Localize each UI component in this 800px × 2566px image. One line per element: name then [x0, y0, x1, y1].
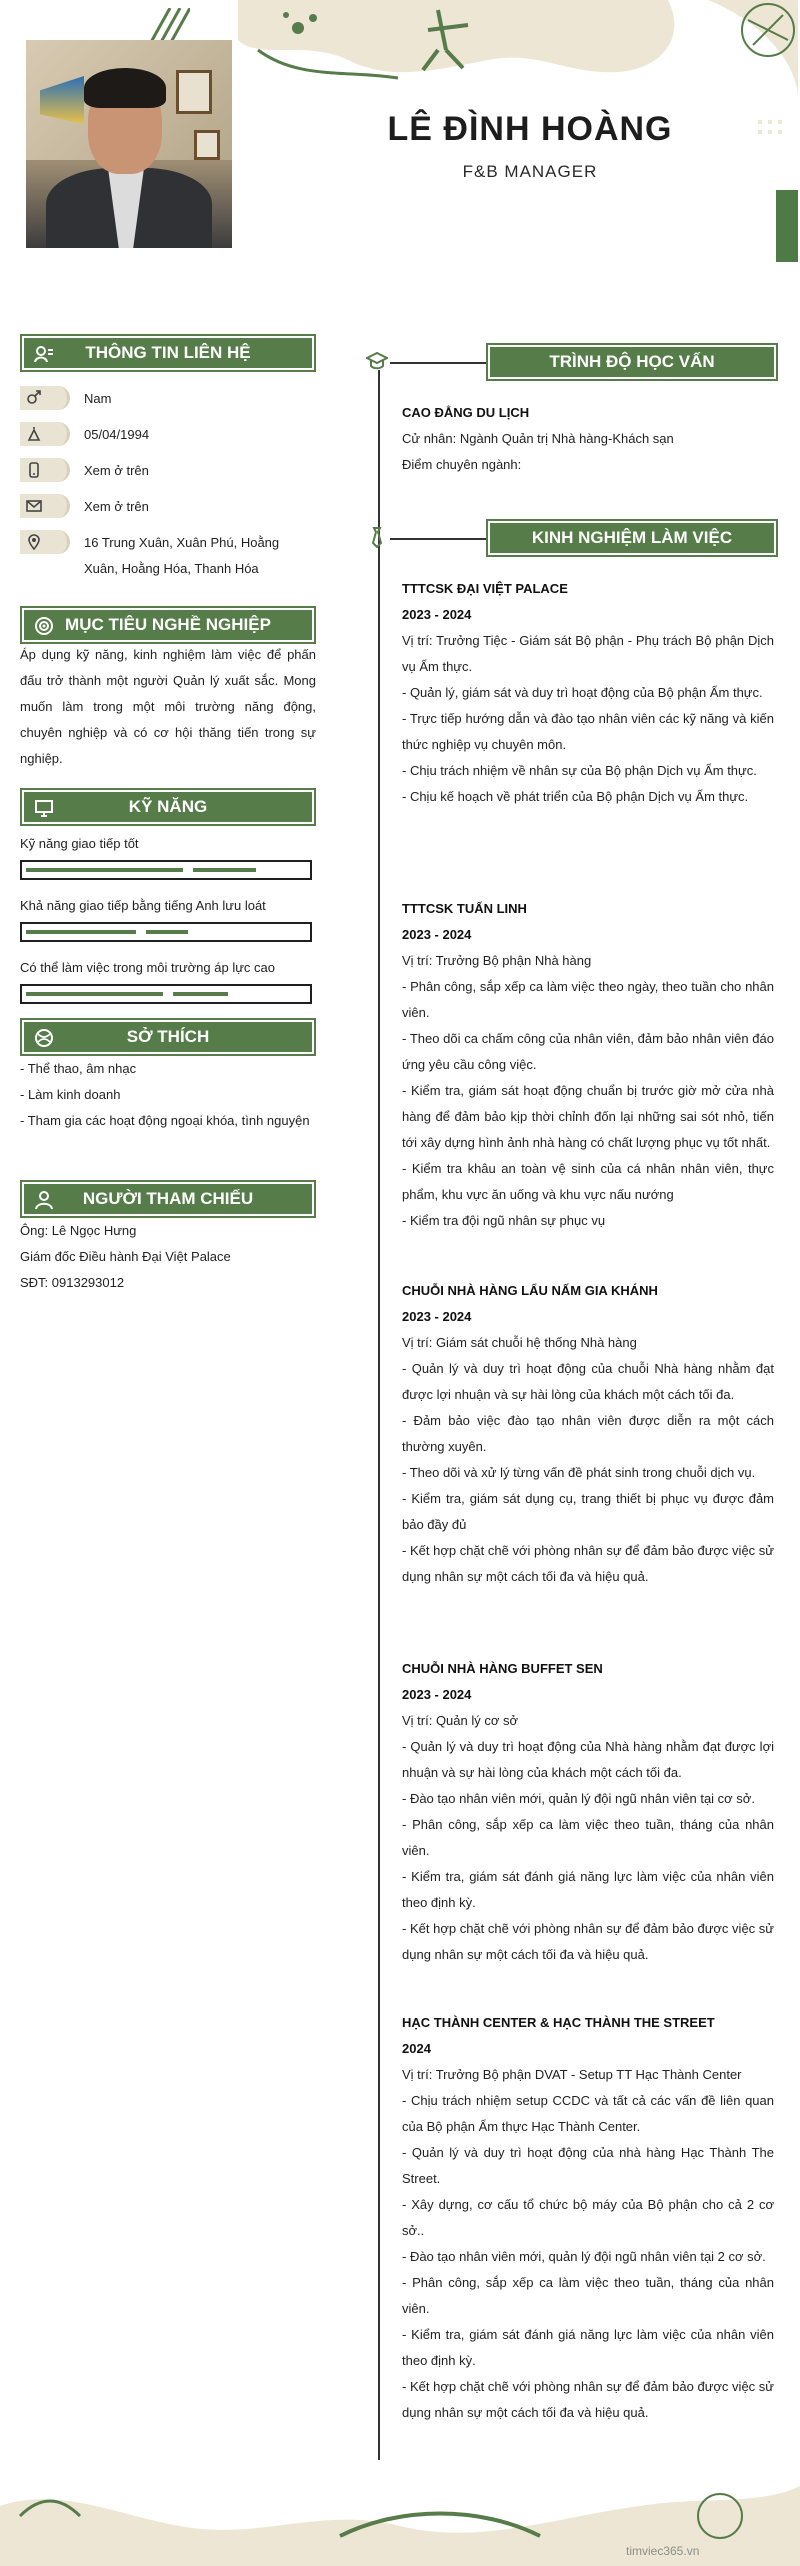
reference-phone: SĐT: 0913293012 [20, 1275, 125, 1290]
skill-label: Khả năng giao tiếp bằng tiếng Anh lưu loát [20, 898, 266, 913]
work-period: 2024 [402, 2041, 431, 2056]
timeline-connector [390, 362, 486, 364]
reference-info [20, 1218, 316, 1296]
skill-bar [20, 922, 312, 942]
work-period: 2023 - 2024 [402, 1687, 472, 1702]
graduation-cap-icon [366, 350, 388, 372]
duty-line: - Phân công, sắp xếp ca làm việc theo ngày, theo tuần cho nhân viên. [402, 979, 774, 1020]
experience-entry [402, 896, 774, 1234]
skill-bar-gap [163, 992, 173, 996]
duty-line: - Quản lý và duy trì hoạt động của Nhà hàng nhằm đạt được lợi nhuận và sự hài lòng của khách một cách tối đa. [402, 1739, 774, 1780]
duty-line: - Kiểm tra, giám sát hoạt động chuẩn bị trước giờ mở cửa nhà hàng để đảm bảo kịp thời chỉnh đốn lại những sai sót nhỏ, tiến tới xây dựng hình ảnh nhà hàng có chất lượng phục vụ tốt nhất. [402, 1083, 774, 1150]
target-icon [34, 616, 54, 636]
footer-brand: timviec365.vn [626, 2544, 700, 2558]
reference-section-title: NGƯỜI THAM CHIẾU [22, 1182, 314, 1216]
work-period: 2023 - 2024 [402, 927, 472, 942]
candidate-role: F&B MANAGER [462, 162, 598, 181]
duty-line: - Quản lý và duy trì hoạt động của nhà hàng Hạc Thành The Street. [402, 2145, 774, 2186]
hobby-icon [34, 1028, 54, 1048]
skill-bar [20, 860, 312, 880]
duty-line: - Đảm bảo việc đào tạo nhân viên được diễn ra một cách thường xuyên. [402, 1413, 774, 1454]
education-line: Cử nhân: Ngành Quản trị Nhà hàng-Khách sạn [402, 431, 674, 446]
skill-bar-fill [26, 992, 228, 996]
duty-line: - Theo dõi ca chấm công của nhân viên, đảm bảo nhân viên đáo ứng yêu cầu công việc. [402, 1031, 774, 1072]
duty-line: - Phân công, sắp xếp ca làm việc theo tuần, tháng của nhân viên. [402, 1817, 774, 1858]
contact-section-title: THÔNG TIN LIÊN HỆ [22, 336, 314, 370]
duty-line: Vị trí: Giám sát chuỗi hệ thống Nhà hàng [402, 1335, 637, 1350]
education-section-title: TRÌNH ĐỘ HỌC VẤN [488, 345, 776, 379]
tie-icon [366, 526, 388, 548]
list-item: - Làm kinh doanh [20, 1087, 121, 1102]
duty-line: - Kết hợp chặt chẽ với phòng nhân sự để đảm bảo được việc sử dụng nhân sự một cách tối đa và hiệu quả. [402, 1921, 774, 1962]
gender-icon [20, 386, 70, 410]
monitor-icon [34, 798, 54, 818]
email-icon [20, 494, 70, 518]
duty-line: - Kết hợp chặt chẽ với phòng nhân sự để đảm bảo được việc sử dụng nhân sự một cách tối đa và hiệu quả. [402, 2379, 774, 2420]
duty-line: - Xây dựng, cơ cấu tổ chức bộ máy của Bộ phận cho cả 2 cơ sở.. [402, 2197, 774, 2238]
hobbies-list [20, 1056, 316, 1134]
decorative-bar [776, 190, 798, 262]
duty-line: Vị trí: Trưởng Bộ phận Nhà hàng [402, 953, 592, 968]
company-name: TTTCSK TUẤN LINH [402, 901, 527, 916]
contact-gender: Nam [20, 386, 320, 412]
education-entry [402, 400, 774, 478]
skill-bar-gap [136, 930, 146, 934]
company-name: CHUỖI NHÀ HÀNG BUFFET SEN [402, 1661, 603, 1676]
school-name: CAO ĐẲNG DU LỊCH [402, 405, 530, 420]
duty-line: - Phân công, sắp xếp ca làm việc theo tuần, tháng của nhân viên. [402, 2275, 774, 2316]
timeline-connector [390, 538, 486, 540]
contact-address: 16 Trung Xuân, Xuân Phú, Hoằng Xuân, Hoằng Hóa, Thanh Hóa [20, 530, 320, 582]
company-name: CHUỖI NHÀ HÀNG LẨU NẤM GIA KHÁNH [402, 1283, 658, 1298]
decorative-stripes [150, 8, 190, 44]
work-period: 2023 - 2024 [402, 607, 472, 622]
duty-line: - Kiểm tra, giám sát dụng cụ, trang thiết bị phục vụ được đảm bảo đầy đủ [402, 1491, 774, 1532]
duty-line: - Quản lý và duy trì hoạt động của chuỗi Nhà hàng nhằm đạt được lợi nhuận và sự hài lòng của khách một cách tối đa. [402, 1361, 774, 1402]
experience-entry [402, 1656, 774, 1968]
duty-line: Vị trí: Quản lý cơ sở [402, 1713, 519, 1728]
duty-line: - Kiểm tra, giám sát đánh giá năng lực làm việc của nhân viên theo định kỳ. [402, 2327, 774, 2368]
skill-bar-fill [26, 930, 188, 934]
duty-line: - Chịu trách nhiệm về nhân sự của Bộ phận Dịch vụ Ẩm thực. [402, 763, 757, 778]
experience-entry [402, 1278, 774, 1590]
person-icon [34, 1190, 54, 1210]
duty-line: - Kiểm tra, giám sát đánh giá năng lực làm việc của nhân viên theo định kỳ. [402, 1869, 774, 1910]
phone-icon [20, 458, 70, 482]
duty-line: - Kiểm tra khâu an toàn vệ sinh của cá nhân nhân viên, thực phẩm, khu vực ăn uống và khu vực nấu nướng [402, 1161, 774, 1202]
contact-email: Xem ở trên [20, 494, 320, 520]
duty-line: Vị trí: Trưởng Bộ phận DVAT - Setup TT Hạc Thành Center [402, 2067, 742, 2082]
objective-text: Áp dụng kỹ năng, kinh nghiệm làm việc để phấn đấu trở thành một người Quản lý xuất sắc. Mong muốn làm trong một môi trường năng động, chuyên nghiệp và có cơ hội thăng tiến trong sự nghiệp. [20, 647, 316, 766]
list-item: - Thể thao, âm nhạc [20, 1061, 137, 1076]
skill-bar-gap [183, 868, 193, 872]
timeline-line [378, 370, 380, 2460]
duty-line: - Kết hợp chặt chẽ với phòng nhân sự để đảm bảo được việc sử dụng nhân sự một cách tối đa và hiệu quả. [402, 1543, 774, 1584]
hobbies-section-title: SỞ THÍCH [22, 1020, 314, 1054]
candidate-name: LÊ ĐÌNH HOÀNG [387, 110, 673, 148]
company-name: HẠC THÀNH CENTER & HẠC THÀNH THE STREET [402, 2015, 715, 2030]
duty-line: - Chịu trách nhiệm setup CCDC và tất cả các vấn đề liên quan của Bộ phận Ẩm thực Hạc Thành Center. [402, 2093, 774, 2134]
contact-card-icon [34, 344, 54, 364]
duty-line: Vị trí: Trưởng Tiệc - Giám sát Bộ phận - Phụ trách Bộ phận Dịch vụ Ẩm thực. [402, 633, 774, 674]
duty-line: - Theo dõi và xử lý từng vấn đề phát sinh trong chuỗi dịch vụ. [402, 1465, 756, 1480]
skills-section-title: KỸ NĂNG [22, 790, 314, 824]
company-name: TTTCSK ĐẠI VIỆT PALACE [402, 581, 568, 596]
duty-line: - Đào tạo nhân viên mới, quản lý đội ngũ nhân viên tại cơ sở. [402, 1791, 755, 1806]
work-period: 2023 - 2024 [402, 1309, 472, 1324]
skill-label: Kỹ năng giao tiếp tốt [20, 836, 139, 851]
duty-line: - Trực tiếp hướng dẫn và đào tạo nhân viên các kỹ năng và kiến thức nghiệp vụ chuyên môn. [402, 711, 774, 752]
duty-line: - Chịu kế hoạch về phát triển của Bộ phận Dịch vụ Ẩm thực. [402, 789, 749, 804]
objective-section-title: MỤC TIÊU NGHỀ NGHIỆP [22, 608, 314, 642]
skill-bar [20, 984, 312, 1004]
reference-name: Ông: Lê Ngọc Hưng [20, 1223, 137, 1238]
contact-birthday: 05/04/1994 [20, 422, 320, 448]
skill-label: Có thể làm việc trong môi trường áp lực cao [20, 960, 275, 975]
list-item: - Tham gia các hoạt động ngoại khóa, tình nguyện [20, 1113, 310, 1128]
location-icon [20, 530, 70, 554]
reference-position: Giám đốc Điều hành Đại Việt Palace [20, 1249, 231, 1264]
experience-section-title: KINH NGHIỆM LÀM VIỆC [488, 521, 776, 555]
skill-bar-fill [26, 868, 256, 872]
contact-phone: Xem ở trên [20, 458, 320, 484]
education-line: Điểm chuyên ngành: [402, 457, 522, 472]
experience-entry [402, 2010, 774, 2426]
profile-photo [26, 40, 232, 248]
duty-line: - Quản lý, giám sát và duy trì hoạt động của Bộ phận Ẩm thực. [402, 685, 763, 700]
duty-line: - Kiểm tra đội ngũ nhân sự phục vụ [402, 1213, 606, 1228]
duty-line: - Đào tạo nhân viên mới, quản lý đội ngũ nhân viên tại 2 cơ sở. [402, 2249, 766, 2264]
experience-entry [402, 576, 774, 810]
birthday-icon [20, 422, 70, 446]
